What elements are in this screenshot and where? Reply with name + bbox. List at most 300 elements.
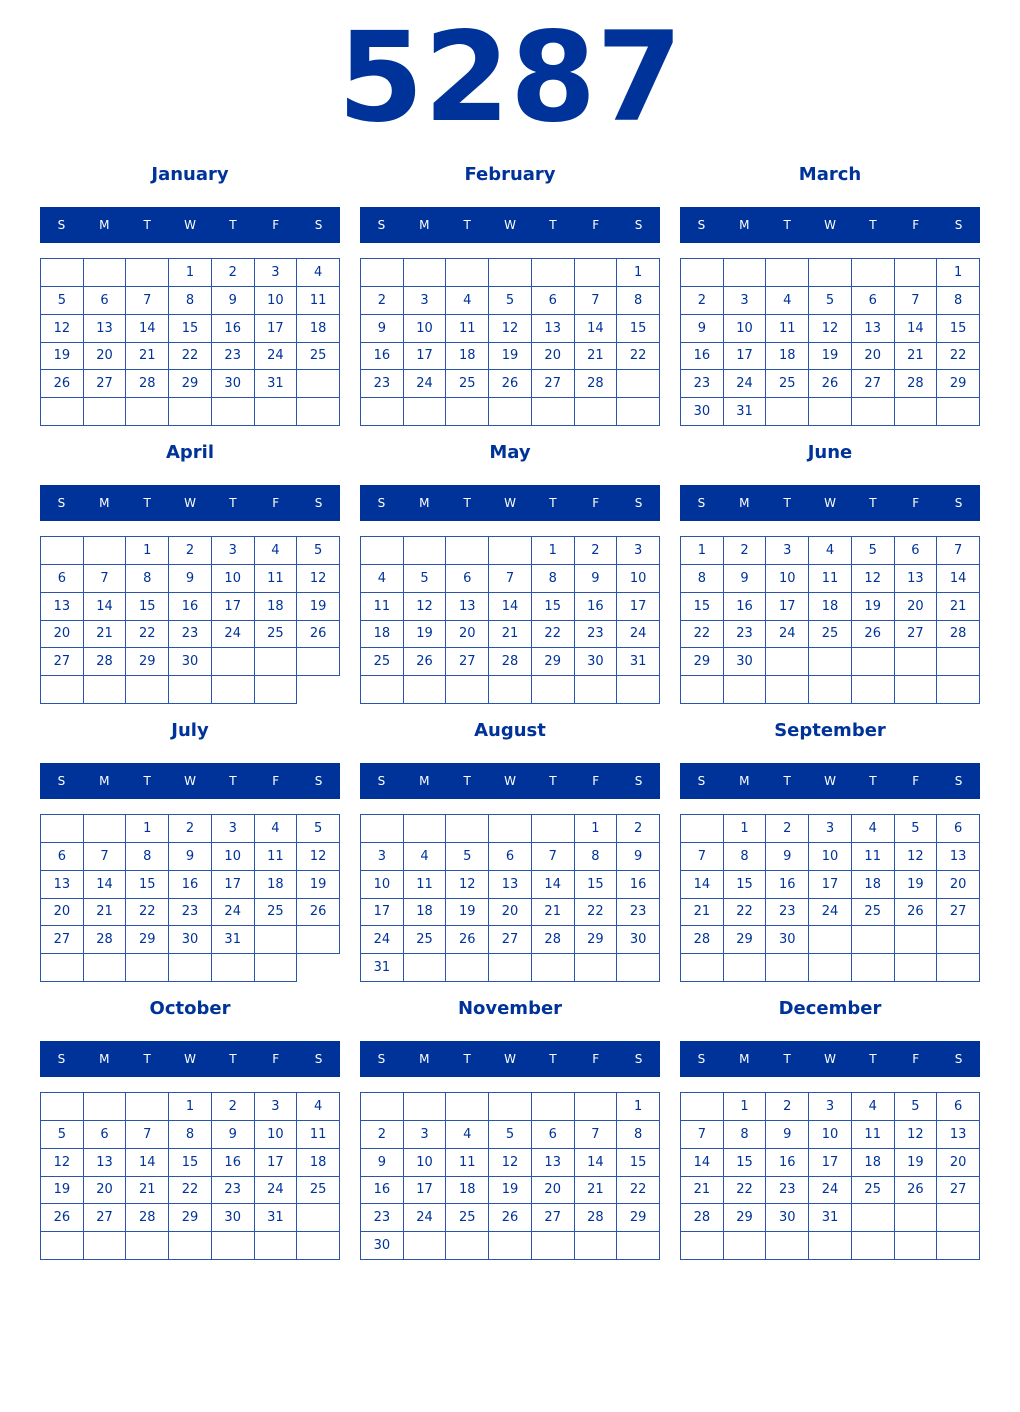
day-cell: 2 bbox=[212, 1093, 255, 1121]
weekday-label: T bbox=[549, 1052, 557, 1066]
day-cell: 31 bbox=[724, 398, 767, 426]
day-cell bbox=[852, 954, 895, 982]
day-cell bbox=[809, 398, 852, 426]
day-cell: 26 bbox=[809, 370, 852, 398]
day-cell bbox=[297, 1232, 340, 1260]
day-cell: 20 bbox=[41, 899, 84, 927]
month-july bbox=[40, 716, 340, 986]
day-cell: 13 bbox=[532, 315, 575, 343]
day-cell: 9 bbox=[766, 843, 809, 871]
month-february bbox=[360, 160, 660, 430]
day-cell: 29 bbox=[724, 926, 767, 954]
day-cell bbox=[895, 676, 938, 704]
day-cell bbox=[84, 676, 127, 704]
day-cell: 19 bbox=[895, 871, 938, 899]
day-cell: 2 bbox=[766, 1093, 809, 1121]
day-cell: 14 bbox=[84, 871, 127, 899]
day-cell: 30 bbox=[169, 648, 212, 676]
day-cell: 1 bbox=[126, 537, 169, 565]
day-cell: 3 bbox=[255, 259, 298, 287]
day-cell: 19 bbox=[895, 1149, 938, 1177]
day-cell: 27 bbox=[532, 370, 575, 398]
day-cell: 11 bbox=[852, 1121, 895, 1149]
day-cell: 24 bbox=[255, 343, 298, 371]
day-cell: 22 bbox=[575, 899, 618, 927]
day-cell: 4 bbox=[766, 287, 809, 315]
day-cell: 26 bbox=[446, 926, 489, 954]
day-cell: 10 bbox=[724, 315, 767, 343]
day-cell: 3 bbox=[404, 1121, 447, 1149]
weekday-header bbox=[360, 485, 660, 521]
weekday-label: S bbox=[377, 774, 386, 788]
day-cell: 27 bbox=[532, 1204, 575, 1232]
day-cell bbox=[724, 954, 767, 982]
day-cell: 26 bbox=[297, 899, 340, 927]
weekday-label: S bbox=[314, 218, 323, 232]
day-cell: 9 bbox=[681, 315, 724, 343]
weekday-header bbox=[40, 207, 340, 243]
day-cell: 30 bbox=[169, 926, 212, 954]
day-cell bbox=[809, 954, 852, 982]
weekday-label: T bbox=[463, 1052, 471, 1066]
day-cell: 29 bbox=[532, 648, 575, 676]
day-cell bbox=[532, 398, 575, 426]
day-cell bbox=[404, 676, 447, 704]
weekday-label: S bbox=[954, 1052, 963, 1066]
day-grid bbox=[40, 536, 340, 704]
day-cell bbox=[575, 954, 618, 982]
day-cell: 9 bbox=[212, 287, 255, 315]
day-cell bbox=[766, 676, 809, 704]
day-cell: 7 bbox=[84, 565, 127, 593]
day-cell: 18 bbox=[361, 621, 404, 649]
day-cell bbox=[212, 398, 255, 426]
day-cell bbox=[937, 954, 980, 982]
day-cell: 26 bbox=[41, 370, 84, 398]
day-cell: 11 bbox=[255, 843, 298, 871]
weekday-label: S bbox=[57, 774, 66, 788]
day-cell bbox=[41, 537, 84, 565]
weekday-label: S bbox=[57, 1052, 66, 1066]
day-cell: 21 bbox=[532, 899, 575, 927]
day-cell bbox=[809, 1232, 852, 1260]
day-cell bbox=[937, 648, 980, 676]
day-cell: 8 bbox=[169, 1121, 212, 1149]
day-cell bbox=[255, 926, 298, 954]
day-cell: 13 bbox=[937, 843, 980, 871]
day-cell: 16 bbox=[361, 1177, 404, 1205]
day-cell: 18 bbox=[852, 1149, 895, 1177]
day-cell bbox=[532, 676, 575, 704]
day-grid bbox=[40, 814, 340, 982]
day-cell bbox=[297, 398, 340, 426]
weekday-label: S bbox=[57, 496, 66, 510]
day-cell: 22 bbox=[126, 621, 169, 649]
weekday-label: T bbox=[229, 774, 237, 788]
day-cell: 3 bbox=[766, 537, 809, 565]
weekday-label: W bbox=[184, 496, 196, 510]
day-cell bbox=[404, 1232, 447, 1260]
day-cell: 7 bbox=[532, 843, 575, 871]
day-cell: 5 bbox=[404, 565, 447, 593]
day-cell bbox=[681, 1232, 724, 1260]
weekday-label: T bbox=[869, 496, 877, 510]
day-cell: 23 bbox=[766, 899, 809, 927]
day-cell bbox=[446, 815, 489, 843]
day-cell: 7 bbox=[126, 287, 169, 315]
day-cell bbox=[852, 648, 895, 676]
day-cell: 21 bbox=[575, 343, 618, 371]
day-cell: 27 bbox=[41, 648, 84, 676]
day-cell bbox=[895, 648, 938, 676]
day-cell: 13 bbox=[41, 871, 84, 899]
day-cell: 2 bbox=[766, 815, 809, 843]
day-cell bbox=[41, 954, 84, 982]
day-cell: 1 bbox=[575, 815, 618, 843]
day-cell: 5 bbox=[297, 815, 340, 843]
day-cell: 25 bbox=[852, 1177, 895, 1205]
day-cell: 14 bbox=[489, 593, 532, 621]
weekday-label: M bbox=[99, 774, 110, 788]
day-cell: 11 bbox=[255, 565, 298, 593]
day-cell bbox=[446, 1232, 489, 1260]
weekday-header bbox=[680, 207, 980, 243]
day-cell: 20 bbox=[895, 593, 938, 621]
day-cell: 23 bbox=[169, 621, 212, 649]
day-cell: 2 bbox=[361, 1121, 404, 1149]
day-cell: 30 bbox=[212, 1204, 255, 1232]
day-cell: 11 bbox=[361, 593, 404, 621]
day-cell: 5 bbox=[41, 1121, 84, 1149]
weekday-label: M bbox=[419, 496, 430, 510]
day-cell bbox=[532, 954, 575, 982]
weekday-label: F bbox=[592, 1052, 600, 1066]
day-cell: 16 bbox=[212, 315, 255, 343]
day-cell: 3 bbox=[212, 537, 255, 565]
month-november bbox=[360, 994, 660, 1264]
day-cell: 25 bbox=[446, 1204, 489, 1232]
day-cell: 24 bbox=[212, 621, 255, 649]
day-cell: 30 bbox=[766, 1204, 809, 1232]
day-cell: 23 bbox=[361, 370, 404, 398]
day-cell: 13 bbox=[937, 1121, 980, 1149]
day-cell: 8 bbox=[169, 287, 212, 315]
weekday-label: W bbox=[824, 496, 836, 510]
day-cell bbox=[937, 398, 980, 426]
day-cell: 12 bbox=[809, 315, 852, 343]
weekday-label: M bbox=[739, 1052, 750, 1066]
day-cell: 9 bbox=[617, 843, 660, 871]
day-cell: 15 bbox=[169, 1149, 212, 1177]
day-cell: 9 bbox=[766, 1121, 809, 1149]
weekday-label: F bbox=[272, 496, 280, 510]
day-cell: 15 bbox=[724, 1149, 767, 1177]
day-cell: 20 bbox=[852, 343, 895, 371]
day-cell: 11 bbox=[297, 287, 340, 315]
day-grid bbox=[40, 1092, 340, 1260]
day-cell: 19 bbox=[852, 593, 895, 621]
day-cell: 27 bbox=[84, 370, 127, 398]
weekday-header bbox=[360, 763, 660, 799]
day-cell: 11 bbox=[446, 315, 489, 343]
day-cell: 26 bbox=[895, 1177, 938, 1205]
day-cell: 31 bbox=[617, 648, 660, 676]
day-cell: 21 bbox=[126, 343, 169, 371]
day-cell: 6 bbox=[532, 1121, 575, 1149]
weekday-label: T bbox=[229, 1052, 237, 1066]
day-cell bbox=[212, 1232, 255, 1260]
weekday-header bbox=[680, 763, 980, 799]
day-cell bbox=[446, 259, 489, 287]
weekday-label: F bbox=[272, 1052, 280, 1066]
month-name: June bbox=[807, 442, 853, 463]
month-name: February bbox=[464, 164, 556, 185]
day-cell: 2 bbox=[575, 537, 618, 565]
month-name: January bbox=[151, 164, 229, 185]
weekday-header bbox=[40, 1041, 340, 1077]
weekday-header bbox=[40, 763, 340, 799]
day-cell bbox=[446, 676, 489, 704]
day-cell bbox=[852, 676, 895, 704]
day-cell: 26 bbox=[852, 621, 895, 649]
weekday-label: S bbox=[314, 774, 323, 788]
day-cell bbox=[852, 926, 895, 954]
day-cell: 16 bbox=[361, 343, 404, 371]
day-grid bbox=[680, 814, 980, 982]
day-cell: 12 bbox=[895, 843, 938, 871]
day-cell bbox=[84, 1093, 127, 1121]
day-cell: 29 bbox=[169, 1204, 212, 1232]
day-cell bbox=[895, 259, 938, 287]
day-cell: 24 bbox=[766, 621, 809, 649]
day-cell bbox=[41, 259, 84, 287]
day-cell: 23 bbox=[361, 1204, 404, 1232]
day-cell: 24 bbox=[617, 621, 660, 649]
weekday-label: S bbox=[377, 218, 386, 232]
day-cell: 22 bbox=[724, 1177, 767, 1205]
day-cell: 6 bbox=[84, 1121, 127, 1149]
day-cell bbox=[724, 676, 767, 704]
day-cell: 3 bbox=[212, 815, 255, 843]
day-cell: 27 bbox=[895, 621, 938, 649]
day-cell bbox=[84, 1232, 127, 1260]
weekday-label: F bbox=[592, 496, 600, 510]
day-cell: 13 bbox=[532, 1149, 575, 1177]
day-cell: 18 bbox=[255, 593, 298, 621]
day-cell: 16 bbox=[212, 1149, 255, 1177]
day-cell: 21 bbox=[84, 621, 127, 649]
day-cell: 28 bbox=[84, 926, 127, 954]
day-cell bbox=[617, 676, 660, 704]
day-cell: 19 bbox=[41, 343, 84, 371]
day-cell: 28 bbox=[532, 926, 575, 954]
weekday-label: S bbox=[377, 1052, 386, 1066]
day-cell: 9 bbox=[361, 315, 404, 343]
day-cell: 12 bbox=[489, 1149, 532, 1177]
day-cell: 29 bbox=[169, 370, 212, 398]
day-cell bbox=[575, 1232, 618, 1260]
day-cell: 8 bbox=[126, 565, 169, 593]
day-cell: 3 bbox=[617, 537, 660, 565]
day-cell bbox=[255, 398, 298, 426]
day-cell bbox=[852, 1204, 895, 1232]
day-cell: 25 bbox=[297, 1177, 340, 1205]
day-cell: 6 bbox=[895, 537, 938, 565]
day-cell: 10 bbox=[809, 1121, 852, 1149]
day-cell: 12 bbox=[297, 565, 340, 593]
weekday-label: M bbox=[739, 496, 750, 510]
day-cell bbox=[681, 259, 724, 287]
day-cell: 19 bbox=[489, 1177, 532, 1205]
day-cell: 2 bbox=[724, 537, 767, 565]
day-cell: 18 bbox=[809, 593, 852, 621]
day-cell: 27 bbox=[852, 370, 895, 398]
day-cell: 13 bbox=[41, 593, 84, 621]
day-cell bbox=[361, 398, 404, 426]
day-cell: 7 bbox=[895, 287, 938, 315]
weekday-label: S bbox=[57, 218, 66, 232]
day-cell: 5 bbox=[446, 843, 489, 871]
day-cell: 25 bbox=[852, 899, 895, 927]
day-cell: 28 bbox=[126, 370, 169, 398]
month-september bbox=[680, 716, 980, 986]
day-cell: 30 bbox=[575, 648, 618, 676]
month-name: April bbox=[165, 442, 215, 463]
day-cell: 11 bbox=[446, 1149, 489, 1177]
day-cell bbox=[212, 648, 255, 676]
day-cell: 28 bbox=[126, 1204, 169, 1232]
day-cell bbox=[809, 926, 852, 954]
day-cell: 30 bbox=[681, 398, 724, 426]
day-cell bbox=[489, 398, 532, 426]
day-cell: 17 bbox=[212, 593, 255, 621]
day-cell: 30 bbox=[361, 1232, 404, 1260]
day-cell: 4 bbox=[255, 815, 298, 843]
day-cell bbox=[169, 954, 212, 982]
day-cell bbox=[937, 676, 980, 704]
day-cell: 14 bbox=[575, 1149, 618, 1177]
day-cell: 17 bbox=[617, 593, 660, 621]
day-cell bbox=[766, 648, 809, 676]
day-cell: 18 bbox=[255, 871, 298, 899]
day-cell: 29 bbox=[681, 648, 724, 676]
day-cell bbox=[895, 1204, 938, 1232]
weekday-label: T bbox=[143, 218, 151, 232]
weekday-header bbox=[680, 1041, 980, 1077]
weekday-label: T bbox=[143, 496, 151, 510]
day-cell: 10 bbox=[255, 1121, 298, 1149]
day-cell: 28 bbox=[895, 370, 938, 398]
day-cell: 14 bbox=[126, 1149, 169, 1177]
day-cell: 23 bbox=[724, 621, 767, 649]
day-cell bbox=[766, 954, 809, 982]
day-cell: 28 bbox=[681, 926, 724, 954]
day-cell: 20 bbox=[532, 1177, 575, 1205]
weekday-label: S bbox=[314, 1052, 323, 1066]
day-cell: 20 bbox=[84, 1177, 127, 1205]
day-cell bbox=[724, 259, 767, 287]
day-cell: 8 bbox=[724, 1121, 767, 1149]
weekday-label: T bbox=[869, 1052, 877, 1066]
weekday-label: M bbox=[419, 218, 430, 232]
weekday-label: T bbox=[869, 774, 877, 788]
day-cell bbox=[126, 398, 169, 426]
day-cell: 21 bbox=[575, 1177, 618, 1205]
day-cell: 18 bbox=[446, 1177, 489, 1205]
day-cell bbox=[489, 815, 532, 843]
weekday-label: F bbox=[912, 496, 920, 510]
day-cell: 2 bbox=[169, 537, 212, 565]
weekday-label: S bbox=[634, 218, 643, 232]
day-cell: 5 bbox=[41, 287, 84, 315]
day-cell: 21 bbox=[126, 1177, 169, 1205]
day-cell: 7 bbox=[489, 565, 532, 593]
day-cell bbox=[361, 676, 404, 704]
weekday-label: M bbox=[739, 218, 750, 232]
day-cell bbox=[575, 676, 618, 704]
day-cell bbox=[489, 954, 532, 982]
weekday-label: F bbox=[912, 774, 920, 788]
day-cell: 5 bbox=[895, 815, 938, 843]
day-cell: 25 bbox=[255, 899, 298, 927]
month-january bbox=[40, 160, 340, 430]
weekday-label: W bbox=[824, 774, 836, 788]
day-cell: 21 bbox=[681, 1177, 724, 1205]
weekday-label: S bbox=[697, 218, 706, 232]
day-cell: 8 bbox=[937, 287, 980, 315]
day-cell: 17 bbox=[404, 343, 447, 371]
day-cell: 23 bbox=[617, 899, 660, 927]
day-cell bbox=[169, 676, 212, 704]
day-cell: 1 bbox=[126, 815, 169, 843]
day-cell: 4 bbox=[852, 1093, 895, 1121]
weekday-label: F bbox=[272, 774, 280, 788]
day-cell: 13 bbox=[84, 315, 127, 343]
day-cell bbox=[489, 537, 532, 565]
day-cell bbox=[41, 815, 84, 843]
day-cell: 10 bbox=[212, 843, 255, 871]
weekday-label: T bbox=[549, 218, 557, 232]
day-cell: 25 bbox=[809, 621, 852, 649]
day-cell: 11 bbox=[852, 843, 895, 871]
day-cell: 18 bbox=[766, 343, 809, 371]
day-cell: 13 bbox=[852, 315, 895, 343]
day-cell: 7 bbox=[681, 1121, 724, 1149]
day-cell bbox=[404, 398, 447, 426]
day-cell bbox=[126, 954, 169, 982]
day-cell bbox=[404, 1093, 447, 1121]
weekday-label: T bbox=[869, 218, 877, 232]
day-cell: 20 bbox=[41, 621, 84, 649]
day-cell bbox=[809, 259, 852, 287]
day-cell: 25 bbox=[446, 370, 489, 398]
weekday-label: W bbox=[504, 1052, 516, 1066]
weekday-label: M bbox=[419, 774, 430, 788]
day-cell: 16 bbox=[575, 593, 618, 621]
day-cell: 19 bbox=[809, 343, 852, 371]
month-april bbox=[40, 438, 340, 708]
day-cell: 17 bbox=[255, 1149, 298, 1177]
day-cell bbox=[681, 1093, 724, 1121]
day-grid bbox=[680, 258, 980, 426]
day-cell: 6 bbox=[852, 287, 895, 315]
day-cell bbox=[617, 954, 660, 982]
day-cell: 15 bbox=[532, 593, 575, 621]
day-cell: 7 bbox=[681, 843, 724, 871]
day-cell: 8 bbox=[126, 843, 169, 871]
day-cell: 9 bbox=[575, 565, 618, 593]
day-cell: 21 bbox=[681, 899, 724, 927]
